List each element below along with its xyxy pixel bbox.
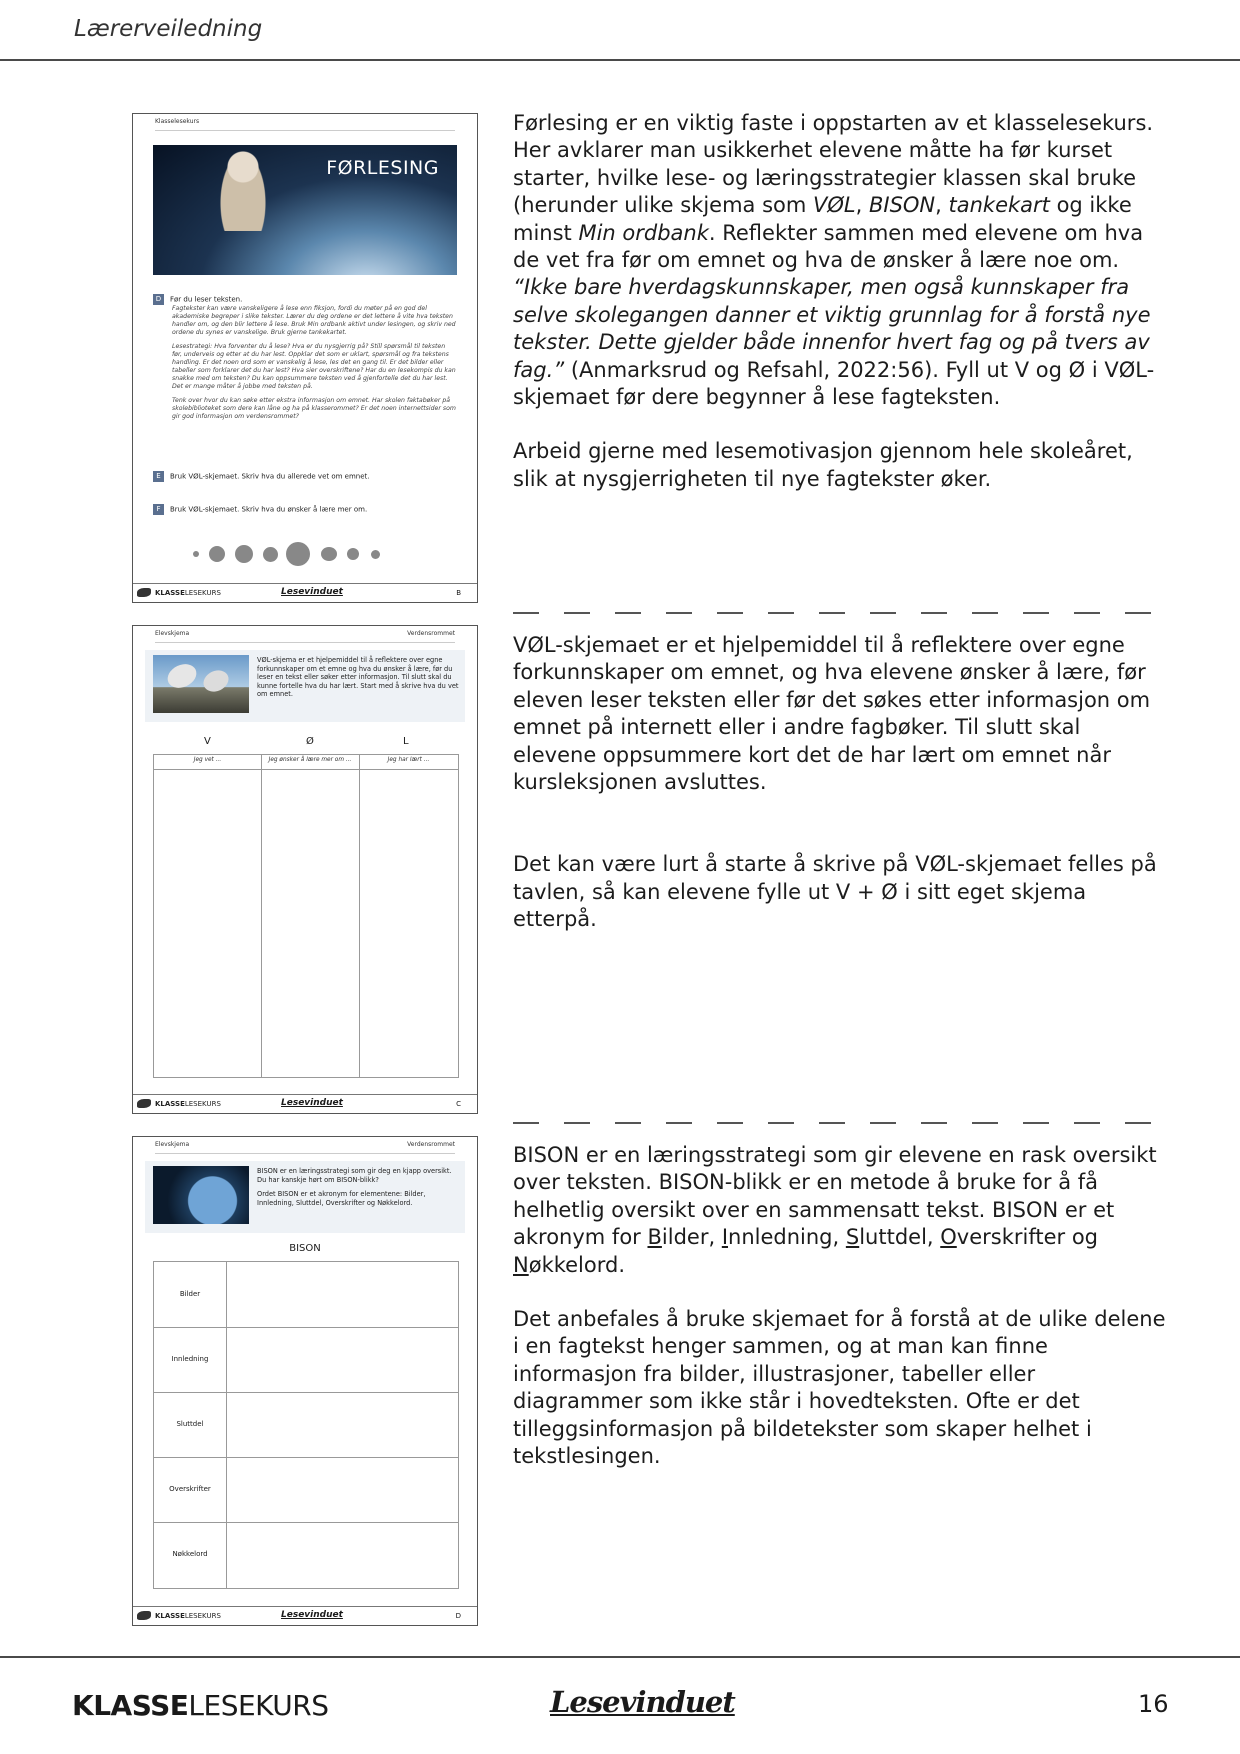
text-run: Min ordbank [578, 220, 709, 245]
section-title: Før du leser teksten. [170, 295, 243, 304]
thumb-brand-rest: LESEKURS [184, 589, 221, 597]
table-row [154, 1392, 458, 1458]
thumb-brand [155, 1612, 221, 1620]
table-row [154, 1457, 458, 1523]
section-text: Bruk VØL-skjemaet. Skriv hva du ønsker å lære mer om. [170, 505, 368, 514]
section-paragraph: Lesestrategi: Hva forventer du å lese? Hva er du nysgjerrig på? Still spørsmål til teksten før, underveis og etter at du har lest. Oppklar det som er uklart, spørsmål og fra tekstens handling. Er det noen ord som er vanskelig å lese, les det en gang til. Er det bilder eller tabeller som forklarer det du har lest? Hva sier overskriftene? Har du en lesekompis du kan snakke med om teksten? Du kan oppsummere teksten ved å gjenfortelle det du har lest. Det er mange måter å jobbe med teksten på. [172, 343, 456, 390]
thumb-logo: Lesevinduet [281, 1098, 343, 1108]
paragraph: VØL-skjemaet er et hjelpemiddel til å reflektere over egne forkunnskaper om emnet, og hva elevene ønsker å lære, før eleven leser teksten eller før det søkes etter informasjon om emnet på internett eller i andre fagbøker. Til slutt skal elevene oppsummere kort det de har lært om emnet når kursleksjonen avsluttes. [513, 633, 1151, 795]
text-run: I [721, 1225, 729, 1250]
astronaut-image [153, 145, 457, 275]
thumb-brand-bold: KLASSE [155, 1100, 185, 1108]
thumb-header-right: Verdensrommet [407, 630, 455, 637]
column-divider [359, 755, 360, 1077]
row-label: Overskrifter [169, 1485, 211, 1493]
info-text-line: Ordet BISON er et akronym for elementene: Bilder, Innledning, Sluttdel, Overskrifter og Nøkkelord. [257, 1190, 426, 1207]
page-thumbnail-vol-skjema [132, 625, 478, 1114]
page-number: 16 [1138, 1690, 1169, 1718]
thumb-header [155, 1141, 455, 1154]
section-e [153, 471, 457, 482]
thumb-header-left: Klasselesekurs [155, 118, 200, 125]
planet-image [153, 1166, 249, 1224]
info-box [145, 1161, 465, 1233]
radio-telescope-image [153, 655, 249, 713]
fish-logo-icon [137, 1611, 151, 1620]
thumb-brand [155, 1100, 221, 1108]
vol-table [153, 754, 459, 1078]
column-v-heading: V [204, 736, 211, 747]
astronaut-figure [219, 151, 267, 231]
column-l-subheading: Jeg har lært ... [387, 757, 430, 763]
thumb-logo: Lesevinduet [281, 587, 343, 597]
text-run: økkelord. [528, 1252, 626, 1277]
quote: “Ikke bare hverdagskunnskaper, men også kunnskaper fra selve skolegangen danner et viktig grunnlag for å forstå nye tekster. Dette gjelder både innenfor hvert fag og på tvers av fag.” [513, 275, 1151, 382]
text-run: og ikke minst [513, 193, 1132, 245]
text-run: , [935, 193, 949, 218]
thumb-brand-bold: KLASSE [155, 589, 185, 597]
paragraph: Det kan være lurt å starte å skrive på VØL-skjemaet felles på tavlen, så kan elevene fylle ut V + Ø i sitt eget skjema etterpå. [513, 852, 1157, 932]
info-text [257, 1167, 459, 1207]
table-header-line [154, 769, 458, 770]
text-block-bison [513, 1142, 1168, 1470]
text-run: S [845, 1225, 860, 1250]
table-row [154, 1522, 458, 1587]
column-l-heading: L [403, 736, 409, 747]
thumb-page-number: C [456, 1100, 461, 1108]
text-run: BISON [868, 193, 936, 218]
text-run: , [855, 193, 869, 218]
text-run: O [940, 1225, 957, 1250]
fish-logo-icon [137, 1099, 151, 1108]
info-text-line: BISON er en læringsstrategi som gir deg en kjapp oversikt. Du har kanskje hørt om BISON-blikk? [257, 1167, 452, 1184]
info-box [145, 650, 465, 722]
paragraph: Arbeid gjerne med lesemotivasjon gjennom hele skoleåret, slik at nysgjerrigheten til nye fagtekster øker. [513, 439, 1133, 491]
section-d [153, 294, 457, 427]
section-text: Bruk VØL-skjemaet. Skriv hva du allerede vet om emnet. [170, 472, 370, 481]
planet-row-illustration [193, 542, 433, 566]
thumb-brand-rest: LESEKURS [184, 1612, 221, 1620]
column-o-heading: Ø [306, 736, 314, 747]
thumb-header-right: Verdensrommet [407, 1141, 455, 1148]
header-divider [0, 59, 1240, 61]
footer-brand [72, 1689, 329, 1722]
thumb-header [155, 118, 455, 131]
section-f [153, 504, 457, 515]
text-run: verskrifter og [956, 1225, 1098, 1250]
footer-brand-bold: KLASSE [72, 1689, 189, 1722]
thumb-brand-rest: LESEKURS [184, 1100, 221, 1108]
footer-logo: Lesevinduet [550, 1685, 735, 1719]
section-tag: F [153, 504, 164, 515]
text-run: . Reflekter sammen med elevene om hva de vet fra før om emnet og hva de ønsker å lære noe om. [513, 220, 1144, 273]
page-thumbnail-bison [132, 1136, 478, 1626]
text-run: BISON er en læringsstrategi som gir elevene en rask oversikt over teksten. BISON-blikk er en metode å bruke for å få helhetlig oversikt over en sammensatt tekst. BISON er et akronym for [513, 1143, 1157, 1250]
text-run: N [513, 1252, 529, 1277]
column-divider [261, 755, 262, 1077]
row-label: Innledning [171, 1355, 209, 1363]
text-run: B [647, 1225, 662, 1250]
text-block-forlesing [513, 110, 1168, 493]
running-header: Lærerveiledning [74, 16, 263, 42]
column-o-subheading: Jeg ønsker å lære mer om ... [268, 757, 352, 763]
table-row [154, 1327, 458, 1393]
thumb-footer [133, 1094, 477, 1113]
footer-divider [0, 1656, 1240, 1658]
text-run: Førlesing er en viktig faste i oppstarten av et klasselesekurs. Her avklarer man usikkerhet elevene måtte ha før kurset starter, hvilke lese- og læringsstrategier klassen skal bruke (herunder ulike skjema som [513, 111, 1154, 218]
row-label: Nøkkelord [172, 1550, 208, 1558]
text-run: (Anmarksrud og Refsahl, 2022:56). Fyll ut V og Ø i VØL-skjemaet før dere begynner å lese fagteksten. [513, 357, 1155, 410]
thumb-brand-bold: KLASSE [155, 1612, 185, 1620]
thumb-page-number: B [456, 589, 461, 597]
bison-table-title: BISON [289, 1243, 321, 1254]
row-label: Bilder [179, 1290, 201, 1298]
paragraph [513, 1142, 1168, 1279]
text-block-vol [513, 632, 1168, 934]
thumb-header-left: Elevskjema [155, 630, 190, 637]
text-run: ilder, [661, 1225, 722, 1250]
paragraph: Det anbefales å bruke skjemaet for å forstå at de ulike delene i en fagtekst henger sammen, og at man kan finne informasjon fra bilder, illustrasjoner, tabeller eller diagrammer som ikke står i hovedteksten. Ofte er det tilleggsinformasjon på bildetekster som skaper helhet i tekstlesingen. [513, 1307, 1166, 1469]
section-paragraph: Tenk over hvor du kan søke etter ekstra informasjon om emnet. Har skolen faktabøker på skolebiblioteket som dere kan låne og ha på klasserommet? Er det noen internettsider som gir god informasjon om verdensrommet? [172, 397, 456, 420]
text-run: luttdel, [859, 1225, 941, 1250]
table-row [154, 1262, 458, 1328]
column-v-subheading: Jeg vet ... [193, 757, 222, 763]
thumb-page-number: D [455, 1612, 461, 1620]
thumb-brand [155, 589, 221, 597]
row-label: Sluttdel [176, 1420, 204, 1428]
bison-table [153, 1261, 459, 1589]
thumb-header-left: Elevskjema [155, 1141, 190, 1148]
section-paragraph: Fagtekster kan være vanskeligere å lese enn fiksjon, fordi du møter på en god del akademiske begreper i slike tekster. Lærer du deg ordene er det lettere å vite hva teksten handler om, og den blir lettere å lese. Bruk Min ordbank aktivt under lesingen, og skriv ned ordene du synes er vanskelige. Bruk gjerne tankekartet. [172, 305, 456, 336]
page-thumbnail-forlesing [132, 113, 478, 603]
thumb-header [155, 630, 455, 643]
info-text: VØL-skjema er et hjelpemiddel til å reflektere over egne forkunnskaper om et emne og hva du ønsker å lære, før du leser en tekst eller søker etter informasjon. Til slutt skal du kunne fortelle hva du har lært. Start med å skrive hva du vet om emnet. [257, 656, 459, 698]
dashed-divider [513, 612, 1155, 614]
thumb-logo: Lesevinduet [281, 1610, 343, 1620]
thumb-footer [133, 583, 477, 602]
section-tag: D [153, 294, 164, 305]
fish-logo-icon [137, 588, 151, 597]
section-tag: E [153, 471, 164, 482]
text-run: nnledning, [728, 1225, 846, 1250]
thumb-footer [133, 1606, 477, 1625]
text-run: tankekart [948, 193, 1050, 218]
footer-brand-rest: LESEKURS [188, 1689, 329, 1722]
paragraph [513, 110, 1168, 411]
text-run: VØL [813, 193, 856, 218]
hero-title: FØRLESING [326, 157, 439, 179]
dashed-divider [513, 1122, 1155, 1124]
